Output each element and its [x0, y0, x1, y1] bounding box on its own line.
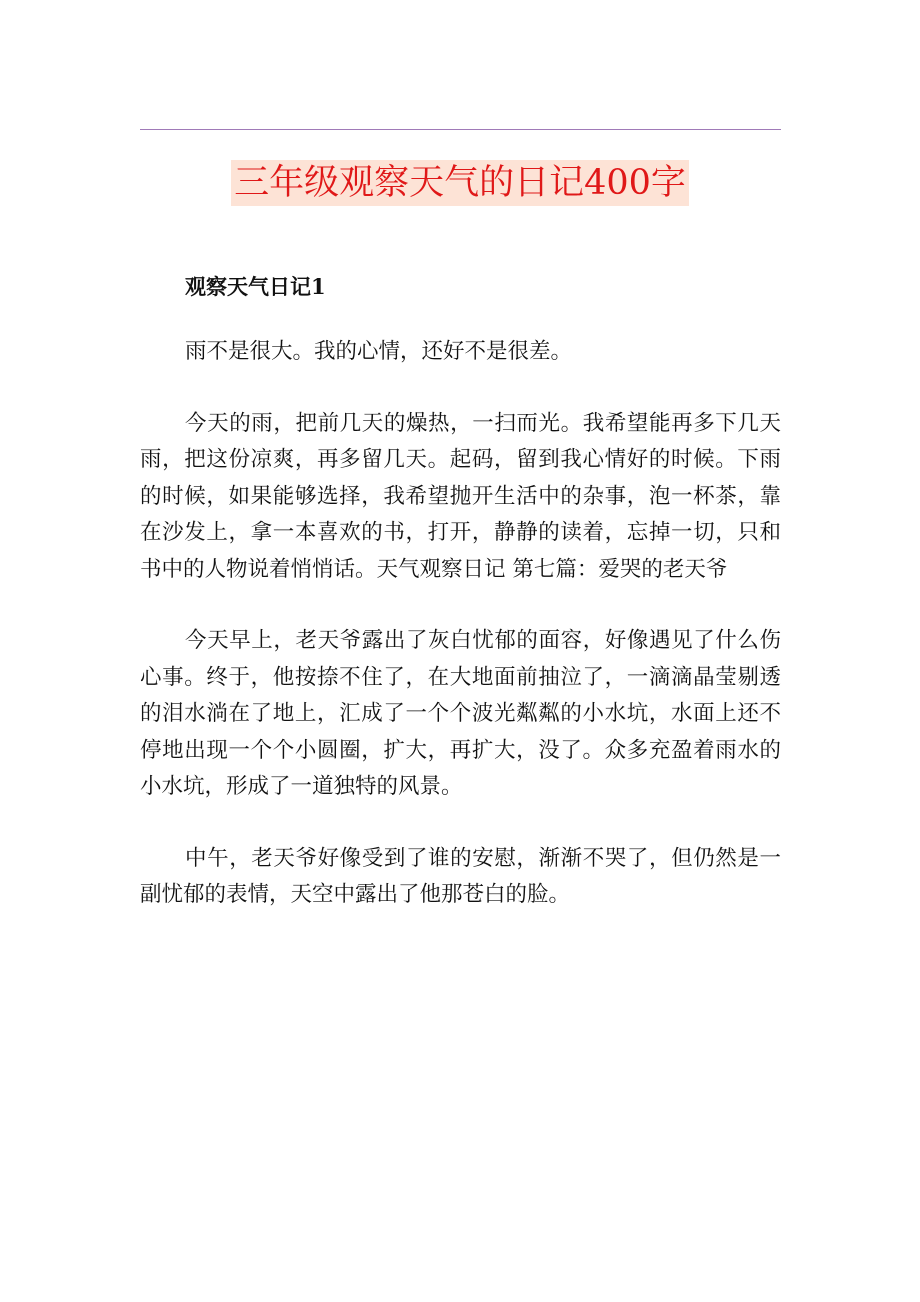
- document-title: 三年级观察天气的日记400字: [231, 160, 689, 206]
- section-heading: 观察天气日记1: [185, 274, 326, 299]
- paragraph: 今天的雨，把前几天的燥热，一扫而光。我希望能再多下几天雨，把这份凉爽，再多留几天。起码，留到我心情好的时候。下雨的时候，如果能够选择，我希望抛开生活中的杂事，泡一杯茶，靠在沙发上，拿一本喜欢的书，打开，静静的读着，忘掉一切，只和书中的人物说着悄悄话。天气观察日记 第七篇：爱哭的老天爷: [140, 410, 781, 582]
- paragraph: 中午，老天爷好像受到了谁的安慰，渐渐不哭了，但仍然是一副忧郁的表情，天空中露出了他那苍白的脸。: [140, 845, 781, 907]
- header-rule: [140, 129, 781, 130]
- title-block: [0, 160, 920, 206]
- paragraph: 雨不是很大。我的心情，还好不是很差。: [185, 339, 573, 364]
- paragraph: 今天早上，老天爷露出了灰白忧郁的面容，好像遇见了什么伤心事。终于，他按捺不住了，在大地面前抽泣了，一滴滴晶莹剔透的泪水淌在了地上，汇成了一个个波光粼粼的小水坑，水面上还不停地出现一个个小圆圈，扩大，再扩大，没了。众多充盈着雨水的小水坑，形成了一道独特的风景。: [140, 628, 781, 799]
- document-body: [140, 270, 781, 949]
